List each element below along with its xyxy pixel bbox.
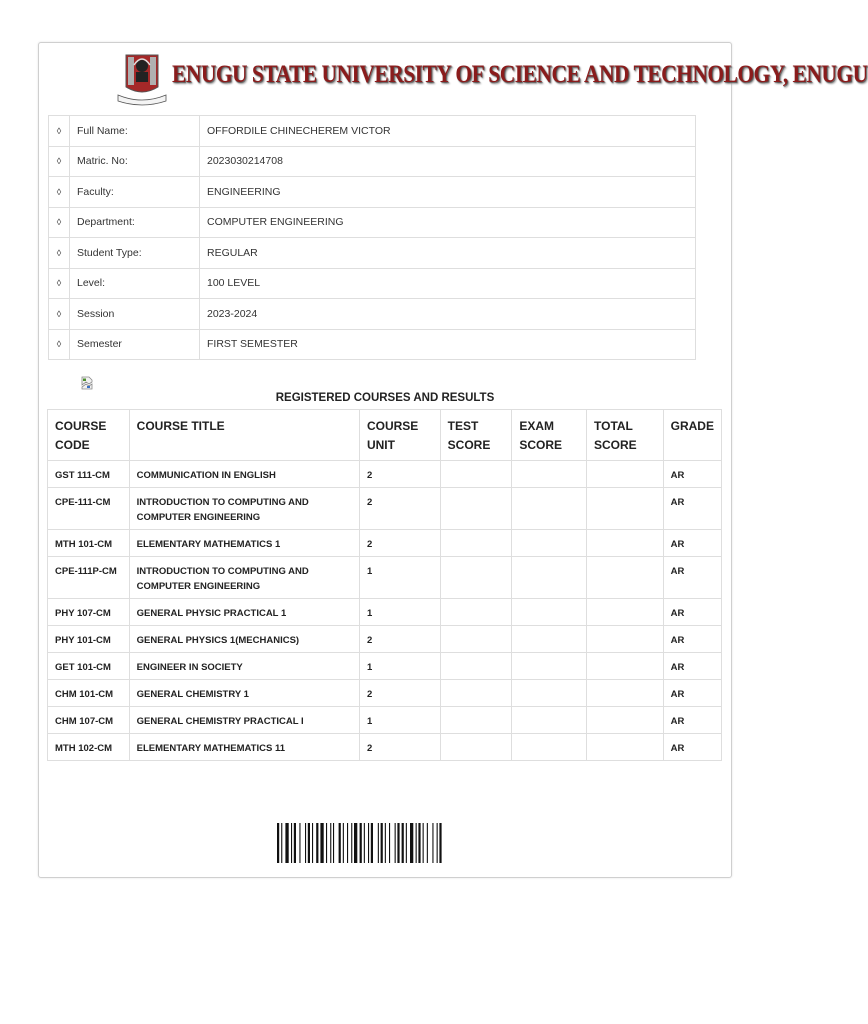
course-code-cell: PHY 101-CM <box>48 626 130 653</box>
total-score-cell <box>587 626 664 653</box>
university-name: ENUGU STATE UNIVERSITY OF SCIENCE AND TECHNOLOGY, ENUGU <box>172 61 868 88</box>
bullet-icon: ◊ <box>49 177 70 208</box>
bullet-icon: ◊ <box>49 268 70 299</box>
exam-score-cell <box>512 680 587 707</box>
header-test-score: TEST SCORE <box>440 410 512 461</box>
header-course-title: COURSE TITLE <box>129 410 359 461</box>
course-code-cell: GST 111-CM <box>48 461 130 488</box>
course-unit-cell: 2 <box>359 488 440 530</box>
bullet-icon: ◊ <box>49 116 70 147</box>
grade-cell: AR <box>663 734 721 761</box>
info-row <box>49 146 696 177</box>
header-total-score: TOTAL SCORE <box>587 410 664 461</box>
grade-cell: AR <box>663 653 721 680</box>
test-score-cell <box>440 734 512 761</box>
course-row <box>48 680 722 707</box>
course-unit-cell: 2 <box>359 530 440 557</box>
course-row <box>48 653 722 680</box>
total-score-cell <box>587 680 664 707</box>
course-row <box>48 530 722 557</box>
exam-score-cell <box>512 626 587 653</box>
course-title-cell: INTRODUCTION TO COMPUTING AND COMPUTER ENGINEERING <box>129 488 359 530</box>
course-row <box>48 734 722 761</box>
course-unit-cell: 1 <box>359 707 440 734</box>
exam-score-cell <box>512 734 587 761</box>
info-row <box>49 268 696 299</box>
student-info-table <box>48 115 696 360</box>
test-score-cell <box>440 530 512 557</box>
info-row <box>49 116 696 147</box>
test-score-cell <box>440 626 512 653</box>
course-unit-cell: 1 <box>359 653 440 680</box>
total-score-cell <box>587 488 664 530</box>
university-logo <box>114 51 170 107</box>
info-label: Matric. No: <box>70 146 200 177</box>
info-label: Session <box>70 299 200 330</box>
bullet-icon: ◊ <box>49 238 70 269</box>
exam-score-cell <box>512 461 587 488</box>
course-unit-cell: 1 <box>359 599 440 626</box>
course-unit-cell: 2 <box>359 461 440 488</box>
course-unit-cell: 2 <box>359 626 440 653</box>
test-score-cell <box>440 653 512 680</box>
course-code-cell: MTH 101-CM <box>48 530 130 557</box>
test-score-cell <box>440 599 512 626</box>
total-score-cell <box>587 653 664 680</box>
total-score-cell <box>587 530 664 557</box>
course-code-cell: CPE-111P-CM <box>48 557 130 599</box>
info-value: ENGINEERING <box>200 177 696 208</box>
info-value: 2023030214708 <box>200 146 696 177</box>
exam-score-cell <box>512 599 587 626</box>
header-grade: GRADE <box>663 410 721 461</box>
grade-cell: AR <box>663 680 721 707</box>
course-row <box>48 626 722 653</box>
test-score-cell <box>440 488 512 530</box>
header-course-unit: COURSE UNIT <box>359 410 440 461</box>
info-row <box>49 238 696 269</box>
exam-score-cell <box>512 653 587 680</box>
bullet-icon: ◊ <box>49 207 70 238</box>
info-label: Semester <box>70 329 200 360</box>
course-title-cell: GENERAL CHEMISTRY 1 <box>129 680 359 707</box>
exam-score-cell <box>512 488 587 530</box>
course-unit-cell: 1 <box>359 557 440 599</box>
bullet-icon: ◊ <box>49 329 70 360</box>
exam-score-cell <box>512 557 587 599</box>
grade-cell: AR <box>663 626 721 653</box>
info-row <box>49 329 696 360</box>
test-score-cell <box>440 461 512 488</box>
header-exam-score: EXAM SCORE <box>512 410 587 461</box>
info-value: COMPUTER ENGINEERING <box>200 207 696 238</box>
course-code-cell: CHM 107-CM <box>48 707 130 734</box>
total-score-cell <box>587 707 664 734</box>
course-row <box>48 557 722 599</box>
total-score-cell <box>587 461 664 488</box>
broken-image-icon <box>80 376 94 390</box>
header-course-code: COURSE CODE <box>48 410 130 461</box>
grade-cell: AR <box>663 461 721 488</box>
barcode-icon <box>277 823 493 863</box>
info-row <box>49 207 696 238</box>
course-unit-cell: 2 <box>359 680 440 707</box>
course-row <box>48 707 722 734</box>
course-title-cell: ELEMENTARY MATHEMATICS 1 <box>129 530 359 557</box>
grade-cell: AR <box>663 530 721 557</box>
info-row <box>49 299 696 330</box>
course-code-cell: GET 101-CM <box>48 653 130 680</box>
university-header <box>114 51 868 109</box>
course-row <box>48 599 722 626</box>
course-code-cell: CHM 101-CM <box>48 680 130 707</box>
course-title-cell: GENERAL CHEMISTRY PRACTICAL I <box>129 707 359 734</box>
results-table <box>47 409 722 761</box>
course-title-cell: GENERAL PHYSICS 1(MECHANICS) <box>129 626 359 653</box>
course-title-cell: ENGINEER IN SOCIETY <box>129 653 359 680</box>
bullet-icon: ◊ <box>49 299 70 330</box>
exam-score-cell <box>512 707 587 734</box>
course-row <box>48 461 722 488</box>
info-value: OFFORDILE CHINECHEREM VICTOR <box>200 116 696 147</box>
info-value: 2023-2024 <box>200 299 696 330</box>
grade-cell: AR <box>663 599 721 626</box>
course-title-cell: INTRODUCTION TO COMPUTING AND COMPUTER ENGINEERING <box>129 557 359 599</box>
test-score-cell <box>440 680 512 707</box>
info-label: Full Name: <box>70 116 200 147</box>
info-row <box>49 177 696 208</box>
course-title-cell: GENERAL PHYSIC PRACTICAL 1 <box>129 599 359 626</box>
info-value: REGULAR <box>200 238 696 269</box>
grade-cell: AR <box>663 557 721 599</box>
course-code-cell: PHY 107-CM <box>48 599 130 626</box>
course-title-cell: COMMUNICATION IN ENGLISH <box>129 461 359 488</box>
results-title: REGISTERED COURSES AND RESULTS <box>275 392 495 404</box>
test-score-cell <box>440 707 512 734</box>
grade-cell: AR <box>663 707 721 734</box>
info-value: 100 LEVEL <box>200 268 696 299</box>
results-header-row <box>48 410 722 461</box>
bullet-icon: ◊ <box>49 146 70 177</box>
total-score-cell <box>587 599 664 626</box>
total-score-cell <box>587 557 664 599</box>
result-slip-card <box>38 42 868 878</box>
course-unit-cell: 2 <box>359 734 440 761</box>
info-label: Student Type: <box>70 238 200 269</box>
exam-score-cell <box>512 530 587 557</box>
info-value: FIRST SEMESTER <box>200 329 696 360</box>
info-label: Level: <box>70 268 200 299</box>
total-score-cell <box>587 734 664 761</box>
course-code-cell: MTH 102-CM <box>48 734 130 761</box>
info-label: Faculty: <box>70 177 200 208</box>
test-score-cell <box>440 557 512 599</box>
course-title-cell: ELEMENTARY MATHEMATICS 11 <box>129 734 359 761</box>
course-code-cell: CPE-111-CM <box>48 488 130 530</box>
course-row <box>48 488 722 530</box>
info-label: Department: <box>70 207 200 238</box>
grade-cell: AR <box>663 488 721 530</box>
